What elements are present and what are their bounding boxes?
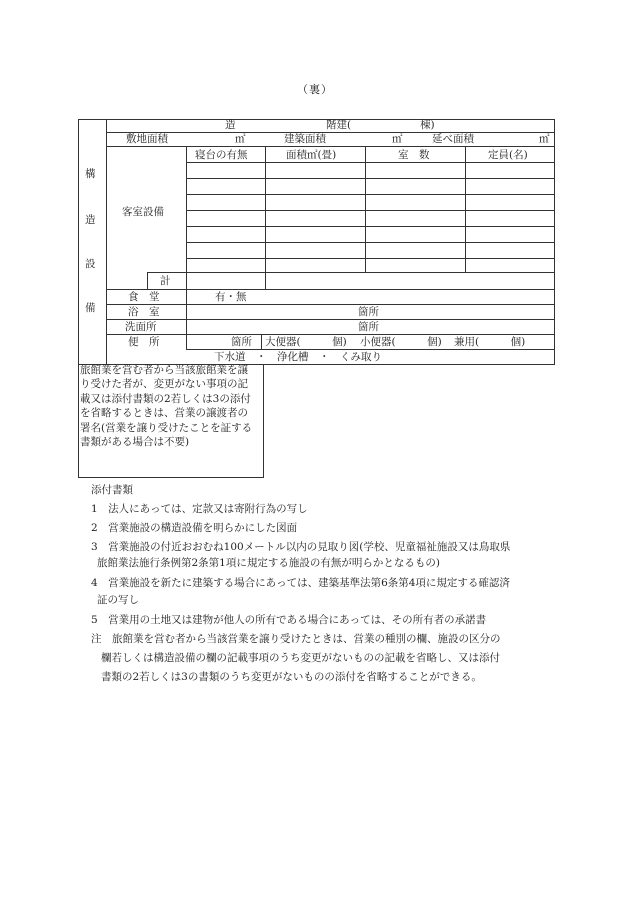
bath-value: 箇所 [358,306,379,318]
washroom-label: 洗面所 [125,321,157,333]
transfer-note: 旅館業を営む者から当該旅館業を譲り受けた者が、変更がない事項の記載又は添付書類の2若しくは3の添付を省略するときは、営業の譲渡者の署名(営業を譲り受けたことを証する書類がある場合は不要) [80,364,253,449]
bath-label: 浴 室 [128,306,160,318]
attachment-item: 4 営業施設を新たに建築する場合にあっては、建築基準法第6条第4項に規定する確認済 [91,577,510,589]
total-area-unit: ㎡ [539,133,550,145]
side-label-4: 備 [85,302,96,314]
toilet-label: 便 所 [128,336,160,348]
dining-value: 有・無 [215,291,247,303]
site-area-label: 敷地面積 [126,133,168,145]
transferor-signature-field[interactable] [265,366,553,476]
header-capacity: 定員(名) [488,149,528,161]
structure-zo: 造 [225,119,236,131]
header-bed: 寝台の有無 [195,149,248,161]
attachment-item: 2 営業施設の構造設備を明らかにした図面 [91,522,298,534]
toilet-count: 箇所 [231,336,252,348]
toilet-large: 大便器( 個) [265,336,347,348]
attachment-item: 5 営業用の土地又は建物が他人の所有である場合にあっては、その所有者の承諾書 [91,614,487,626]
note-line: 欄若しくは構造設備の欄の記載事項のうち変更がないものの記載を省略し、又は添付 [101,652,500,664]
structure-mune: 棟) [420,119,435,131]
side-label-1: 構 [85,168,96,180]
total-area-label: 延べ面積 [432,133,474,145]
site-area-unit: ㎡ [235,133,246,145]
attachment-item: 3 営業施設の付近おおむね100メートル以内の見取り図(学校、児童福祉施設又は鳥取県 [91,541,511,553]
guest-room-total: 計 [160,275,171,287]
side-label-3: 設 [85,258,96,270]
dining-label: 食 堂 [128,291,160,303]
structure-kaidate: 階建( [326,119,352,131]
building-area-unit: ㎡ [392,133,403,145]
note-line: 書類の2若しくは3の書類のうち変更がないものの添付を省略することができる。 [101,671,482,683]
side-label-2: 造 [85,214,96,226]
header-area: 面積㎡(畳) [286,149,337,161]
page-title: （裏） [297,83,333,96]
toilet-drainage: 下水道 ・ 浄化槽 ・ くみ取り [214,351,382,363]
toilet-small: 小便器( 個) [360,336,442,348]
note-line: 注 旅館業を営む者から当該営業を譲り受けたときは、営業の種別の欄、施設の区分の [91,633,501,645]
attachments-title: 添付書類 [91,484,133,496]
attachment-item: 証の写し [97,594,139,606]
building-area-label: 建築面積 [284,133,326,145]
attachment-item: 1 法人にあっては、定款又は寄附行為の写し [91,503,308,515]
attachment-item: 旅館業法施行条例第2条第1項に規定する施設の有無が明らかとなるもの) [97,557,440,569]
washroom-value: 箇所 [358,321,379,333]
toilet-shared: 兼用( 個) [454,336,526,348]
guest-room-label: 客室設備 [122,206,164,218]
header-rooms: 室 数 [398,149,430,161]
